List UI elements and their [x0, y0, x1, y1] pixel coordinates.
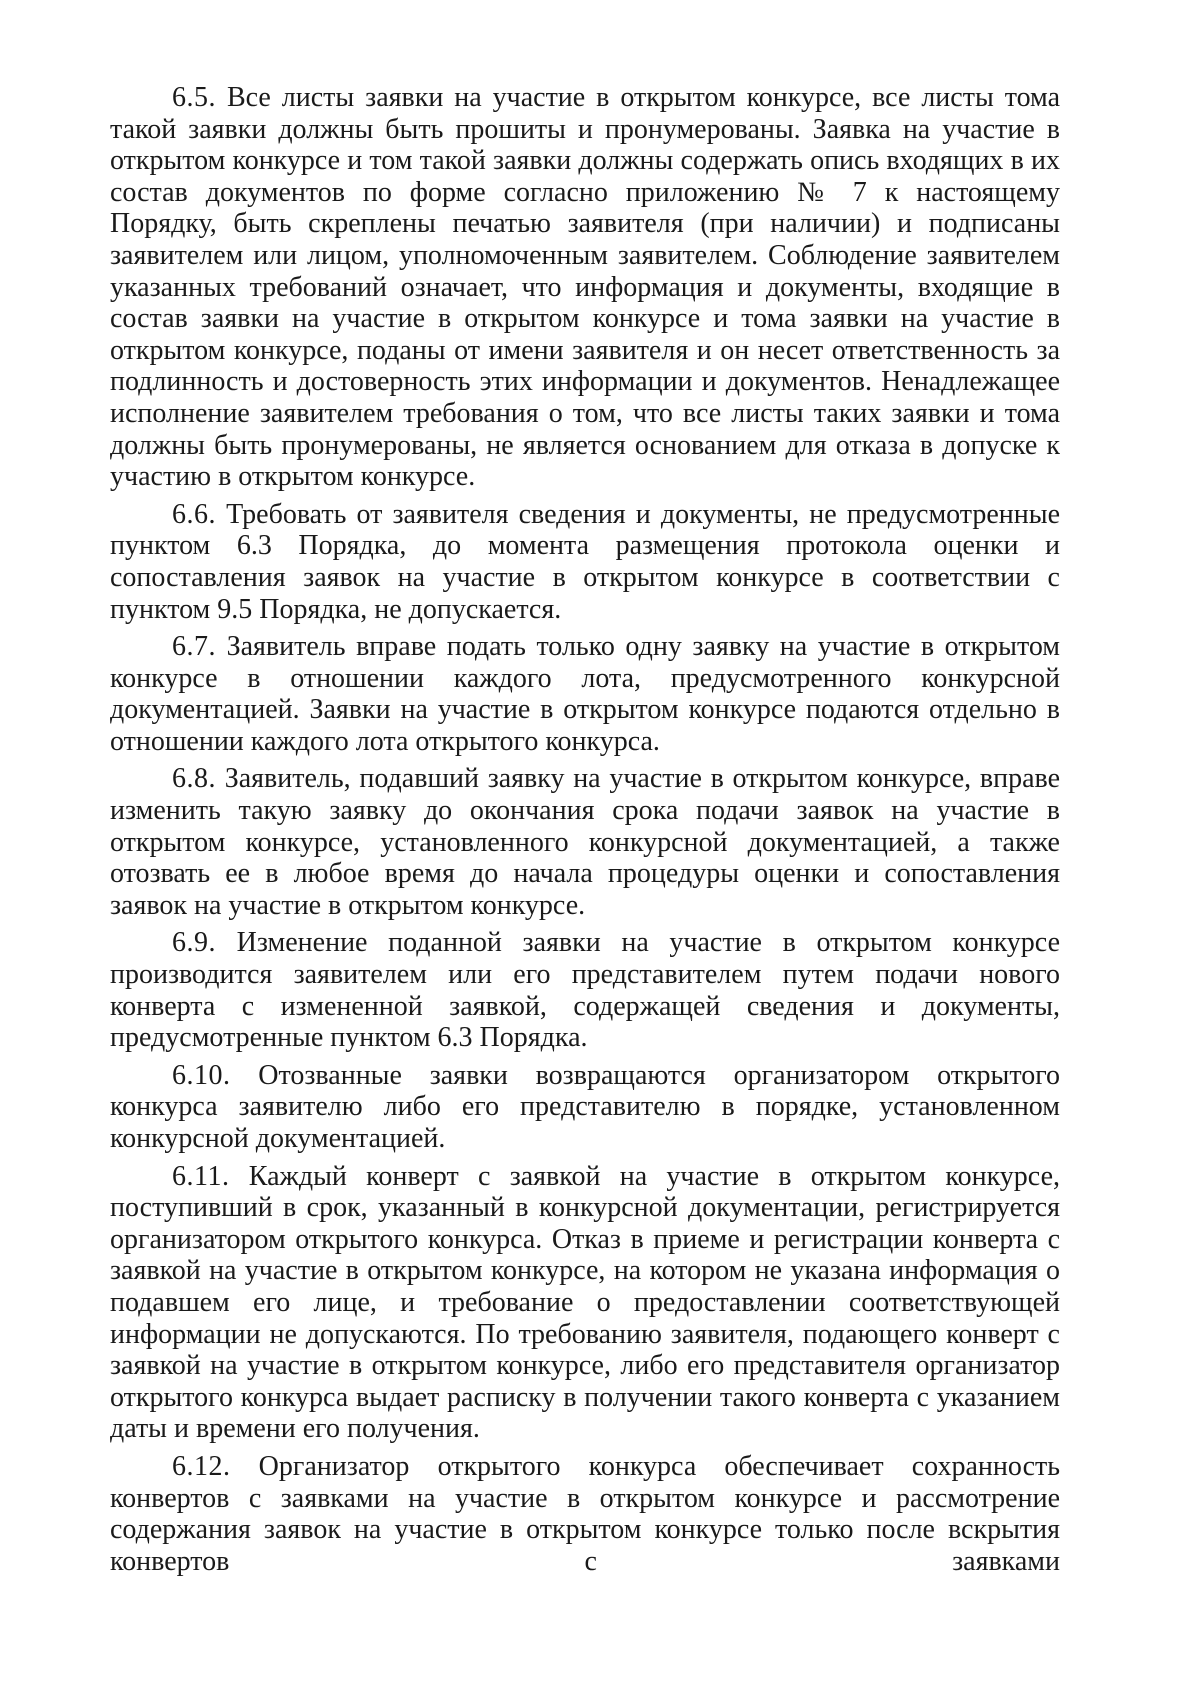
paragraph-text: Заявитель, подавший заявку на участие в открытом конкурсе, вправе изменить такую заявку до окончания срока подачи заявок на участие в открытом конкурсе, установленного конкурсной документацией, а также отозвать ее в любое время до начала процедуры оценки и сопоставления заявок на участие в открытом конкурсе.: [110, 763, 1060, 921]
paragraph-number: 6.10.: [172, 1059, 231, 1091]
paragraph-text: Каждый конверт с заявкой на участие в открытом конкурсе, поступивший в срок, указанный в конкурсной документации, регистрируется организатором открытого конкурса. Отказ в приеме и регистрации конверта с заявкой на участие в открытом конкурсе, на котором не указана информация о подавшем его лице, и требование о предоставлении соответствующей информации не допускаются. По требованию заявителя, подающего конверт с заявкой на участие в открытом конкурсе, либо его представителя организатор открытого конкурса выдает расписку в получении такого конверта с указанием даты и времени его получения.: [110, 1160, 1061, 1445]
paragraph-6-5: [110, 82, 1060, 493]
paragraph-6-10: [110, 1060, 1060, 1155]
document-page: [110, 82, 1060, 1583]
paragraph-text: Организатор открытого конкурса обеспечивает сохранность конвертов с заявками на участие в открытом конкурсе и рассмотрение содержания заявок на участие в открытом конкурсе только после вскрытия конвертов с заявками: [110, 1450, 1060, 1577]
paragraph-text: Все листы заявки на участие в открытом конкурсе, все листы тома такой заявки должны быть прошиты и пронумерованы. Заявка на участие в открытом конкурсе и том такой заявки должны содержать опись входящих в их состав документов по форме согласно приложению № 7 к настоящему Порядку, быть скреплены печатью заявителя (при наличии) и подписаны заявителем или лицом, уполномоченным заявителем. Соблюдение заявителем указанных требований означает, что информация и документы, входящие в состав заявки на участие в открытом конкурсе и тома заявки на участие в открытом конкурсе, поданы от имени заявителя и он несет ответственность за подлинность и достоверность этих информации и документов. Ненадлежащее исполнение заявителем требования о том, что все листы таких заявки и тома должны быть пронумерованы, не является основанием для отказа в допуске к участию в открытом конкурсе.: [110, 82, 1060, 493]
paragraph-6-9: [110, 927, 1060, 1053]
paragraph-6-8: [110, 763, 1060, 921]
paragraph-6-6: [110, 499, 1060, 625]
paragraph-number: 6.12.: [172, 1450, 231, 1482]
paragraph-number: 6.9.: [172, 927, 216, 959]
paragraph-number: 6.11.: [172, 1160, 230, 1192]
paragraph-number: 6.7.: [172, 631, 216, 663]
paragraph-text: Отозванные заявки возвращаются организатором открытого конкурса заявителю либо его представителю в порядке, установленном конкурсной документацией.: [110, 1059, 1061, 1154]
paragraph-number: 6.5.: [172, 82, 216, 113]
paragraph-text: Изменение поданной заявки на участие в открытом конкурсе производится заявителем или его представителем путем подачи нового конверта с измененной заявкой, содержащей сведения и документы, предусмотренные пунктом 6.3 Порядка.: [110, 927, 1061, 1054]
paragraph-6-12: [110, 1451, 1060, 1577]
paragraph-text: Требовать от заявителя сведения и документы, не предусмотренные пунктом 6.3 Порядка, до момента размещения протокола оценки и сопоставления заявок на участие в открытом конкурсе в соответствии с пунктом 9.5 Порядка, не допускается.: [110, 498, 1061, 625]
paragraph-number: 6.6.: [172, 498, 216, 530]
paragraph-text: Заявитель вправе подать только одну заявку на участие в открытом конкурсе в отношении каждого лота, предусмотренного конкурсной документацией. Заявки на участие в открытом конкурсе подаются отдельно в отношении каждого лота открытого конкурса.: [110, 631, 1061, 757]
paragraph-6-7: [110, 631, 1060, 757]
paragraph-6-11: [110, 1161, 1060, 1445]
paragraph-number: 6.8.: [172, 763, 216, 795]
